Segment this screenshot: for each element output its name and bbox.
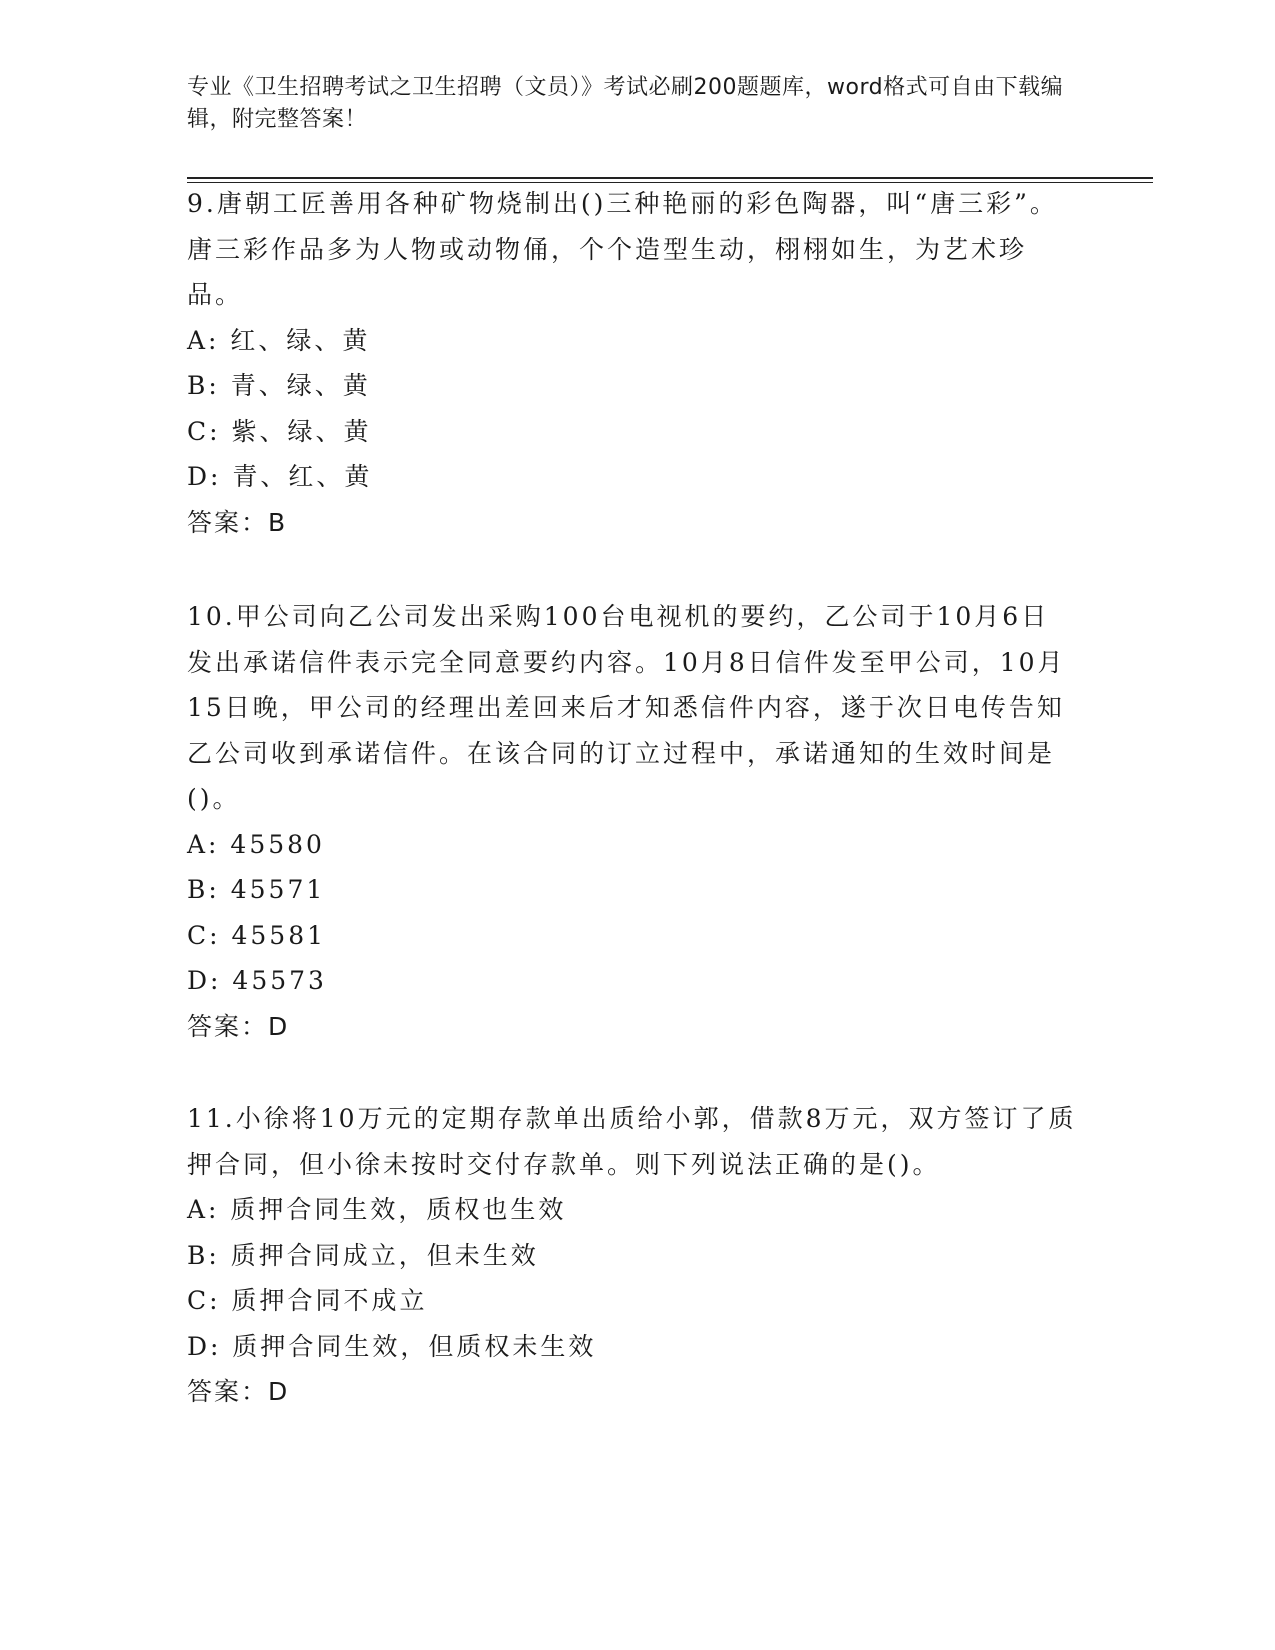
- option-d: D: 质押合同生效，但质权未生效: [187, 1331, 597, 1361]
- question-11: [187, 1096, 1077, 1415]
- document-header: 专业《卫生招聘考试之卫生招聘（文员）》考试必刷200题题库，word格式可自由下载编辑，附完整答案！: [187, 75, 1064, 132]
- question-stem: 10.甲公司向乙公司发出采购100台电视机的要约，乙公司于10月6日发出承诺信件表示完全同意要约内容。10月8日信件发至甲公司，10月15日晚，甲公司的经理出差回来后才知悉信件内容，遂于次日电传告知乙公司收到承诺信件。在该合同的订立过程中，承诺通知的生效时间是()。: [187, 602, 1066, 813]
- question-10: [187, 594, 1077, 1049]
- option-b: B: 45571: [187, 875, 326, 904]
- answer-line: 答案：D: [187, 1011, 290, 1041]
- question-9: [187, 181, 1077, 545]
- question-stem: 9.唐朝工匠善用各种矿物烧制出()三种艳丽的彩色陶器，叫“唐三彩”。唐三彩作品多为人物或动物俑，个个造型生动，栩栩如生，为艺术珍品。: [187, 189, 1058, 309]
- question-stem: 11.小徐将10万元的定期存款单出质给小郭，借款8万元，双方签订了质押合同，但小徐未按时交付存款单。则下列说法正确的是()。: [187, 1104, 1077, 1179]
- answer-line: 答案：D: [187, 1377, 290, 1406]
- option-d: D: 青、红、黄: [187, 462, 373, 491]
- option-b: B: 青、绿、黄: [187, 371, 371, 400]
- option-b: B: 质押合同成立，但未生效: [187, 1240, 539, 1270]
- option-c: C: 质押合同不成立: [187, 1286, 428, 1315]
- option-a: A: 质押合同生效，质权也生效: [187, 1195, 567, 1224]
- option-c: C: 紫、绿、黄: [187, 416, 372, 446]
- option-d: D: 45573: [187, 966, 327, 995]
- header-divider-thick: [187, 177, 1153, 179]
- option-c: C: 45581: [187, 920, 327, 950]
- answer-line: 答案：B: [187, 507, 288, 537]
- option-a: A: 红、绿、黄: [187, 325, 371, 355]
- option-a: A: 45580: [187, 829, 325, 859]
